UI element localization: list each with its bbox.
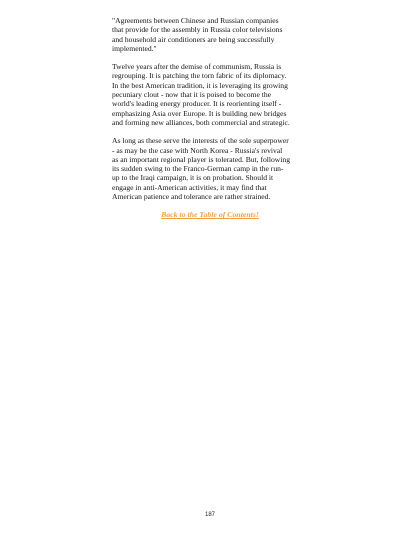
page-number: 187 (204, 512, 215, 518)
quote-paragraph: "Agreements between Chinese and Russian companies that provide for the assembly in Russia color televisions and household air conditioners are being successfully implemented." (112, 16, 283, 53)
body-paragraph-2: As long as these serve the interests of the sole superpower - as may be the case with North Korea - Russia's revival as an important regional player is tolerated. But, following its sudden swing to the Franco-German camp in the run- up to the Iraqi campaign, it is on probation. Should it engage in anti-American activities, it may find that American patience and tolerance are rather strained. (112, 136, 290, 202)
back-to-toc-link[interactable]: Back to the Table of Contents! (161, 210, 259, 220)
article-body (112, 16, 308, 220)
body-paragraph-1: Twelve years after the demise of communism, Russia is regrouping. It is patching the torn fabric of its diplomacy. In the best American tradition, it is leveraging its growing pecuniary clout - now that it is poised to become the world's leading energy producer. It is reorienting itself - emphasizing Asia over Europe. It is building new bridges and forming new alliances, both commercial and strategic. (112, 62, 290, 127)
